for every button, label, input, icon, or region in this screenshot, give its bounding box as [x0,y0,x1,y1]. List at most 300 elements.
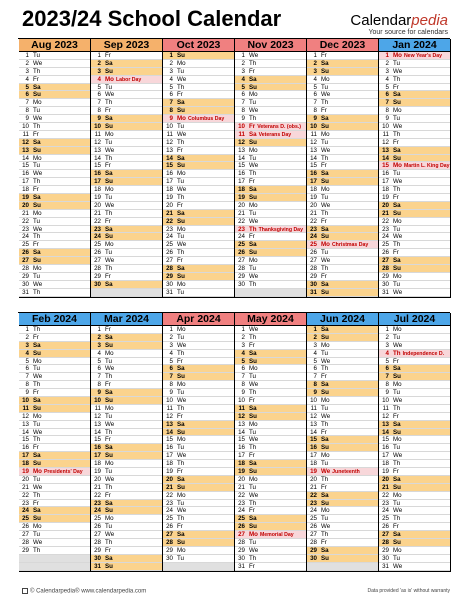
day-number: 2 [169,333,173,341]
day-number: 17 [310,452,317,460]
weekday-name: Su [177,272,185,280]
day-row [235,539,306,547]
day-row [379,289,450,297]
day-row-empty [163,563,234,571]
weekday-name: Tu [249,154,256,162]
day-number: 14 [238,428,245,436]
day-number: 16 [22,170,29,178]
weekday-name: Fr [393,523,399,531]
weekday-name: Mo [33,209,42,217]
day-row [307,492,378,500]
day-number: 15 [94,162,101,170]
weekday-name: We [393,562,403,570]
day-number: 26 [382,249,389,257]
weekday-name: Su [33,460,41,468]
day-row [379,413,450,421]
weekday-name: Th [33,436,41,444]
weekday-name: Su [321,444,329,452]
day-number: 5 [169,83,173,91]
day-row [307,218,378,226]
day-row [307,257,378,265]
day-number: 12 [94,138,101,146]
weekday-name: Tu [177,288,184,296]
day-number: 27 [94,257,101,265]
weekday-name: Sa [105,333,113,341]
day-row [379,249,450,257]
day-row [379,452,450,460]
weekday-name: Tu [105,138,112,146]
day-number: 20 [94,201,101,209]
day-row [91,436,162,444]
day-row [307,147,378,155]
weekday-name: We [321,357,331,365]
day-row [91,342,162,350]
day-row [91,147,162,155]
day-row [379,342,450,350]
day-row [235,342,306,350]
day-row [163,429,234,437]
day-number: 9 [313,389,317,397]
weekday-name: Th [105,154,113,162]
day-row [307,233,378,241]
day-number: 7 [313,99,317,107]
weekday-name: We [249,107,259,115]
day-row [307,123,378,131]
day-row [235,241,306,249]
day-row [19,249,90,257]
weekday-name: Th [33,67,41,75]
day-row [307,273,378,281]
weekday-name: We [177,341,187,349]
day-row [307,365,378,373]
day-row [91,249,162,257]
day-number: 17 [238,452,245,460]
weekday-name: Mo [393,491,402,499]
day-row [235,99,306,107]
footer-copyright-text: © Calendarpedia® www.calendarpedia.com [30,588,147,595]
weekday-name: Mo [177,381,186,389]
day-row [19,515,90,523]
day-number: 21 [166,209,173,217]
day-row [19,76,90,84]
day-row [307,107,378,115]
weekday-name: Fr [249,397,255,405]
day-number: 25 [310,241,317,249]
day-number: 22 [22,217,29,225]
day-number: 27 [238,257,245,265]
weekday-name: Mo [249,201,258,209]
day-row [379,515,450,523]
day-number: 6 [241,91,245,99]
day-row [235,563,306,571]
weekday-name: Sa [105,170,113,178]
weekday-name: Th [177,460,185,468]
day-row [379,539,450,547]
day-row [19,194,90,202]
day-row [91,365,162,373]
weekday-name: Sa [249,404,257,412]
brand-logo[interactable] [350,12,448,29]
day-row [235,194,306,202]
day-row [91,334,162,342]
day-number: 13 [382,146,389,154]
day-row [235,460,306,468]
weekday-name: Tu [105,83,112,91]
holiday-label: Memorial Day [259,532,294,539]
weekday-name: Fr [321,217,327,225]
day-number: 4 [385,75,389,83]
day-row [307,202,378,210]
day-number: 23 [382,499,389,507]
day-number: 6 [313,365,317,373]
weekday-name: Mo [249,257,258,265]
weekday-name: Tu [321,460,328,468]
day-row [19,91,90,99]
weekday-name: Tu [177,499,184,507]
weekday-name: We [393,507,403,515]
weekday-name: Th [249,170,257,178]
day-row [235,162,306,170]
weekday-name: Tu [321,349,328,357]
weekday-name: Mo [177,280,186,288]
day-row [91,265,162,273]
day-number: 20 [382,201,389,209]
month-column [19,39,91,298]
day-number: 1 [25,326,29,333]
day-row [19,507,90,515]
holiday-label: Veterans Day [258,131,292,138]
weekday-name: Th [249,444,257,452]
day-number: 5 [97,357,101,365]
day-number: 13 [22,146,29,154]
day-row [91,257,162,265]
day-number: 21 [382,209,389,217]
day-number: 9 [169,115,173,123]
day-row [235,186,306,194]
day-row [91,429,162,437]
day-number: 16 [382,170,389,178]
day-number: 9 [241,115,245,123]
day-row [163,326,234,334]
day-row [91,91,162,99]
weekday-name: Su [33,515,41,523]
day-number: 28 [166,265,173,273]
day-row [19,210,90,218]
day-row [307,500,378,508]
day-row [379,563,450,571]
weekday-name: Mo [249,146,258,154]
day-row [379,52,450,60]
weekday-name: Su [105,178,113,186]
weekday-name: Th [105,373,113,381]
weekday-name: Th [321,531,329,539]
day-number: 7 [25,373,29,381]
day-row [235,218,306,226]
weekday-name: Su [249,194,257,202]
day-row [19,468,90,476]
day-row [91,162,162,170]
day-row [379,555,450,563]
day-number: 13 [238,146,245,154]
weekday-name: Sa [321,491,329,499]
day-number: 8 [169,381,173,389]
day-row [19,476,90,484]
day-number: 18 [382,460,389,468]
day-row [19,358,90,366]
weekday-name: We [249,381,259,389]
weekday-name: Fr [105,162,111,170]
day-row [91,444,162,452]
weekday-name: Tu [33,272,40,280]
day-number: 12 [238,138,245,146]
day-row [235,76,306,84]
weekday-name: Su [321,178,329,186]
day-number: 28 [310,539,317,547]
day-number: 1 [313,326,317,333]
holiday-label: Columbus Day [187,116,225,123]
day-number: 22 [382,217,389,225]
day-number: 15 [22,436,29,444]
day-number: 2 [313,333,317,341]
day-number: 8 [169,107,173,115]
day-row [19,405,90,413]
day-row [235,389,306,397]
day-number: 8 [97,107,101,115]
day-number: 15 [310,436,317,444]
weekday-name: Tu [393,225,400,233]
day-row [163,202,234,210]
weekday-name: Th [249,499,257,507]
day-number: 31 [166,288,173,296]
day-row [379,460,450,468]
day-number: 5 [169,357,173,365]
day-row [163,405,234,413]
day-row [379,397,450,405]
day-number: 23 [166,225,173,233]
weekday-name: Th [249,280,257,288]
day-row [91,178,162,186]
day-number: 29 [310,272,317,280]
day-number: 31 [310,288,317,296]
weekday-name: Tu [177,444,184,452]
day-row [91,515,162,523]
day-number: 18 [238,186,245,194]
day-number: 26 [238,523,245,531]
weekday-name: Th [33,288,41,296]
day-number: 11 [382,404,389,412]
day-number: 10 [310,123,317,131]
day-number: 24 [238,233,245,241]
weekday-name: Su [393,99,401,107]
day-number: 17 [382,452,389,460]
weekday-name: Su [321,389,329,397]
day-number: 12 [166,412,173,420]
weekday-name: Sa [177,154,185,162]
day-number: 25 [22,515,29,523]
weekday-name: Th [33,491,41,499]
day-row [379,155,450,163]
day-row [91,523,162,531]
day-row [19,202,90,210]
weekday-name: We [249,546,259,554]
day-row [19,397,90,405]
day-row [307,139,378,147]
day-number: 4 [25,75,29,83]
weekday-name: Su [177,373,185,381]
day-number: 6 [97,91,101,99]
day-row [379,178,450,186]
weekday-name: Fr [105,381,111,389]
day-row [307,170,378,178]
day-row [163,273,234,281]
weekday-name: Tu [105,468,112,476]
weekday-name: Sa [321,59,329,67]
weekday-name: Su [249,83,257,91]
day-number: 6 [385,91,389,99]
day-number: 2 [385,333,389,341]
day-number: 31 [94,562,101,570]
day-row [19,265,90,273]
day-row [163,147,234,155]
day-number: 22 [94,217,101,225]
day-row [19,84,90,92]
day-row [91,547,162,555]
day-number: 24 [22,507,29,515]
day-row [307,326,378,334]
day-number: 30 [238,280,245,288]
weekday-name: Fr [249,178,255,186]
day-row [163,226,234,234]
weekday-name: Su [177,52,185,59]
weekday-name: Mo [393,52,402,59]
day-number: 27 [310,531,317,539]
day-row [379,218,450,226]
day-number: 23 [22,225,29,233]
day-row [379,241,450,249]
month-column [379,313,451,572]
weekday-name: Tu [33,420,40,428]
weekday-name: Tu [393,444,400,452]
day-number: 11 [238,404,245,412]
day-row [379,476,450,484]
day-number: 10 [310,397,317,405]
weekday-name: Tu [105,357,112,365]
day-number: 14 [238,154,245,162]
weekday-name: Mo [177,436,186,444]
day-row [19,52,90,60]
weekday-name: Tu [321,194,328,202]
day-number: 29 [238,272,245,280]
weekday-name: Th [249,225,257,233]
weekday-name: Fr [33,499,39,507]
weekday-name: Th [177,404,185,412]
day-row [91,555,162,563]
weekday-name: Mo [177,326,186,333]
day-row [19,452,90,460]
day-number: 8 [241,381,245,389]
day-row [91,468,162,476]
day-number: 22 [166,217,173,225]
weekday-name: Tu [177,67,184,75]
day-number: 28 [94,265,101,273]
holiday-label: New Year's Day [403,53,442,59]
day-number: 18 [94,460,101,468]
day-number: 3 [241,341,245,349]
day-number: 6 [169,91,173,99]
day-row [19,273,90,281]
month-header: Apr 2024 [163,313,234,326]
day-number: 27 [166,257,173,265]
day-row [91,389,162,397]
weekday-name: We [105,531,115,539]
day-row [307,60,378,68]
day-number: 26 [166,249,173,257]
weekday-name: Sa [393,531,401,539]
day-row [235,84,306,92]
day-number: 9 [385,115,389,123]
day-row [307,131,378,139]
month-header: Mar 2024 [91,313,162,326]
day-number: 10 [166,397,173,405]
day-row [163,233,234,241]
day-row [235,107,306,115]
day-number: 9 [313,115,317,123]
weekday-name: Fr [393,468,399,476]
day-number: 12 [310,412,317,420]
day-row [235,476,306,484]
day-row [19,500,90,508]
weekday-name: Su [105,452,113,460]
day-row [307,115,378,123]
day-number: 15 [22,162,29,170]
day-row [19,162,90,170]
month-column [379,39,451,298]
weekday-name: Mo [105,460,114,468]
weekday-name: Mo [33,412,42,420]
weekday-name: Su [177,107,185,115]
day-row [91,155,162,163]
weekday-name: Tu [177,178,184,186]
day-number: 14 [310,428,317,436]
day-number: 20 [166,475,173,483]
day-row [19,107,90,115]
day-row [19,389,90,397]
day-row [379,107,450,115]
day-row [235,226,306,234]
weekday-name: We [33,115,43,123]
weekday-name: Mo [321,130,330,138]
day-row-empty [235,289,306,297]
weekday-name: Fr [33,75,39,83]
weekday-name: Th [249,333,257,341]
weekday-name: Mo [321,75,330,83]
weekday-name: We [249,491,259,499]
weekday-name: Fr [393,412,399,420]
weekday-name: Su [249,468,257,476]
day-number: 22 [238,217,245,225]
day-number: 1 [313,52,317,59]
day-row [19,381,90,389]
month-header: Aug 2023 [19,39,90,52]
weekday-name: Fr [177,91,183,99]
weekday-name: Mo [393,381,402,389]
day-number: 4 [169,75,173,83]
weekday-name: Tu [393,280,400,288]
day-row [91,226,162,234]
day-number: 20 [310,475,317,483]
weekday-name: Tu [177,554,184,562]
day-row [19,373,90,381]
